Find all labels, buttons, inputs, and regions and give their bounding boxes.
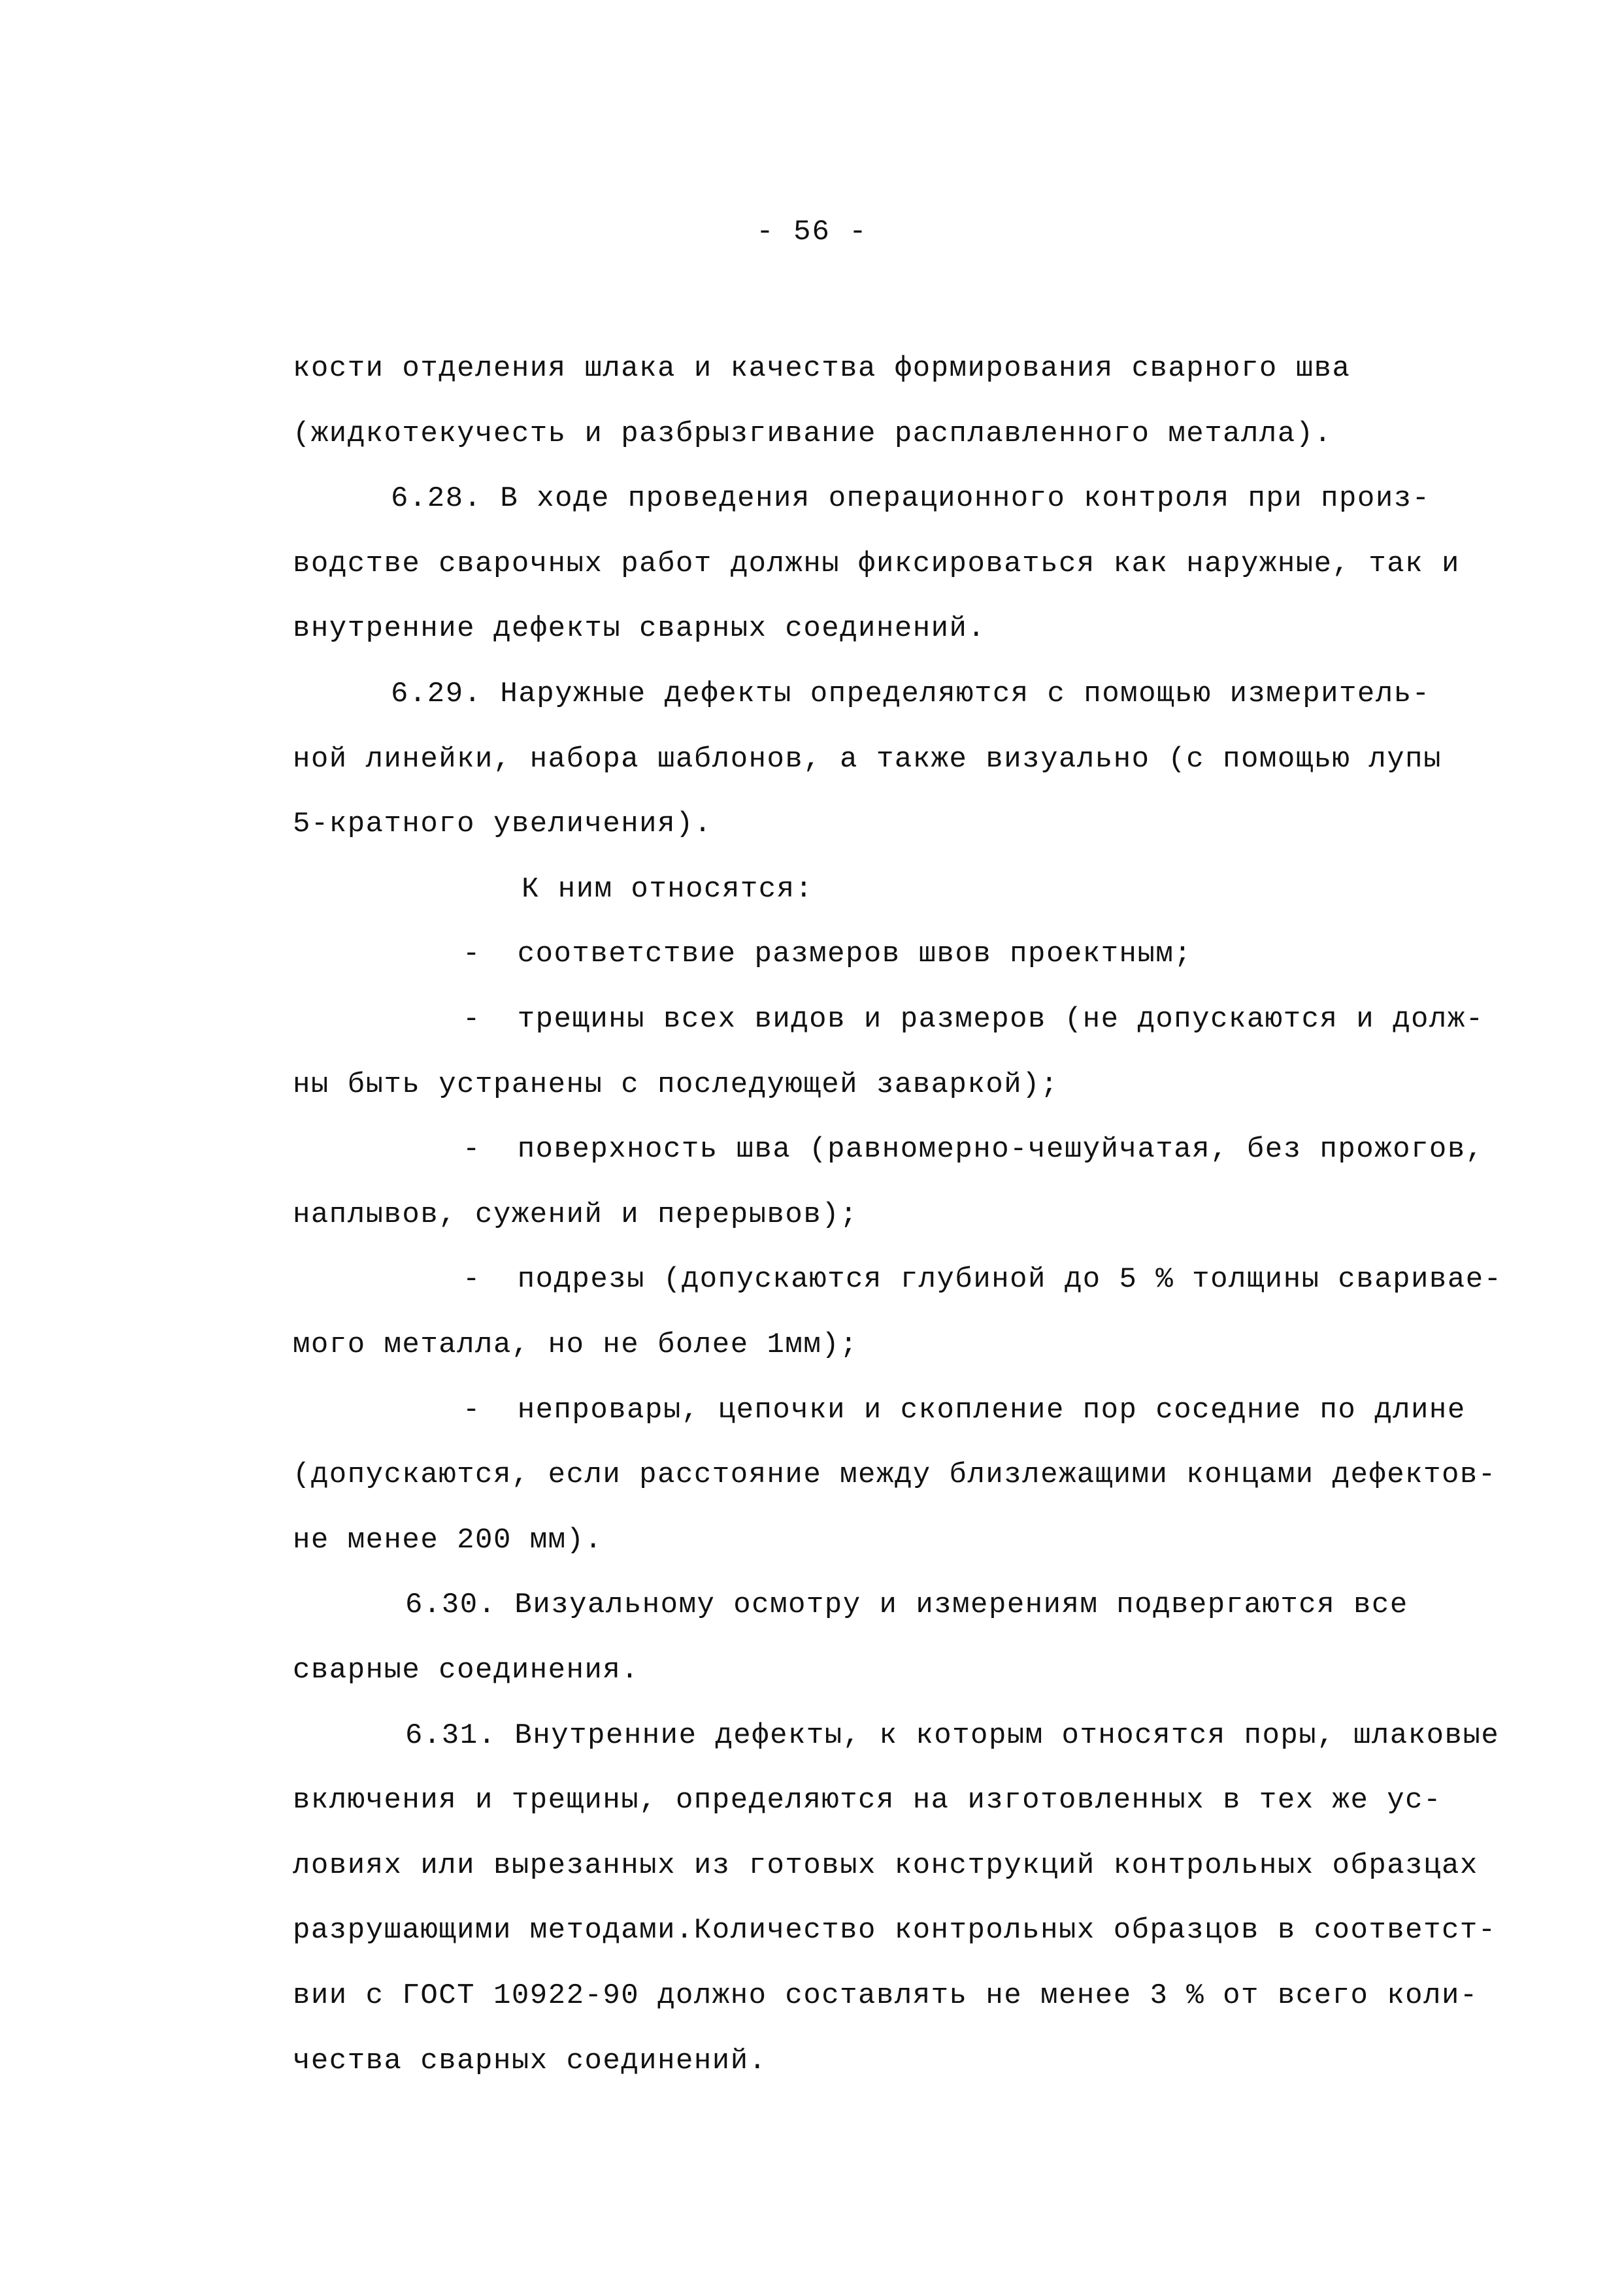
text-line: (допускаются, если расстояние между близлежащими концами дефектов-: [293, 1459, 1497, 1491]
text-line: ловиях или вырезанных из готовых конструкций контрольных образцах: [293, 1849, 1478, 1882]
list-item: - трещины всех видов и размеров (не допускаются и долж-: [463, 1003, 1484, 1036]
text-line: включения и трещины, определяются на изготовленных в тех же ус-: [293, 1784, 1442, 1817]
text-line: водстве сварочных работ должны фиксироваться как наружные, так и: [293, 548, 1460, 580]
paragraph-6-31-start: 6.31. Внутренние дефекты, к которым относятся поры, шлаковые: [405, 1719, 1500, 1752]
text-line: наплывов, сужений и перерывов);: [293, 1198, 859, 1231]
text-line: ной линейки, набора шаблонов, а также визуально (с помощью лупы: [293, 743, 1442, 776]
text-line: разрушающими методами.Количество контрольных образцов в соответст-: [293, 1914, 1497, 1947]
list-item: - соответствие размеров швов проектным;: [463, 938, 1193, 970]
text-line: ны быть устранены с последующей заваркой);: [293, 1068, 1059, 1101]
paragraph-6-29-start: 6.29. Наружные дефекты определяются с помощью измеритель-: [391, 678, 1431, 710]
list-intro: К ним относятся:: [522, 873, 814, 906]
text-line: сварные соединения.: [293, 1654, 640, 1687]
list-item: - непровары, цепочки и скопление пор соседние по длине: [463, 1394, 1466, 1427]
text-line: внутренние дефекты сварных соединений.: [293, 612, 986, 645]
paragraph-6-30-start: 6.30. Визуальному осмотру и измерениям подвергаются все: [405, 1589, 1408, 1621]
paragraph-6-28-start: 6.28. В ходе проведения операционного контроля при произ-: [391, 482, 1431, 515]
text-line: не менее 200 мм).: [293, 1524, 603, 1557]
text-line: кости отделения шлака и качества формирования сварного шва: [293, 352, 1351, 385]
text-line: 5-кратного увеличения).: [293, 808, 712, 840]
text-line: (жидкотекучесть и разбрызгивание расплавленного металла).: [293, 418, 1333, 450]
text-line: чества сварных соединений.: [293, 2045, 767, 2077]
text-line: мого металла, но не более 1мм);: [293, 1329, 859, 1361]
text-line: вии с ГОСТ 10922-90 должно составлять не менее 3 % от всего коли-: [293, 1979, 1478, 2012]
list-item: - поверхность шва (равномерно-чешуйчатая, без прожогов,: [463, 1133, 1484, 1166]
page-number: - 56 -: [756, 216, 868, 248]
list-item: - подрезы (допускаются глубиной до 5 % толщины сваривае-: [463, 1263, 1502, 1296]
